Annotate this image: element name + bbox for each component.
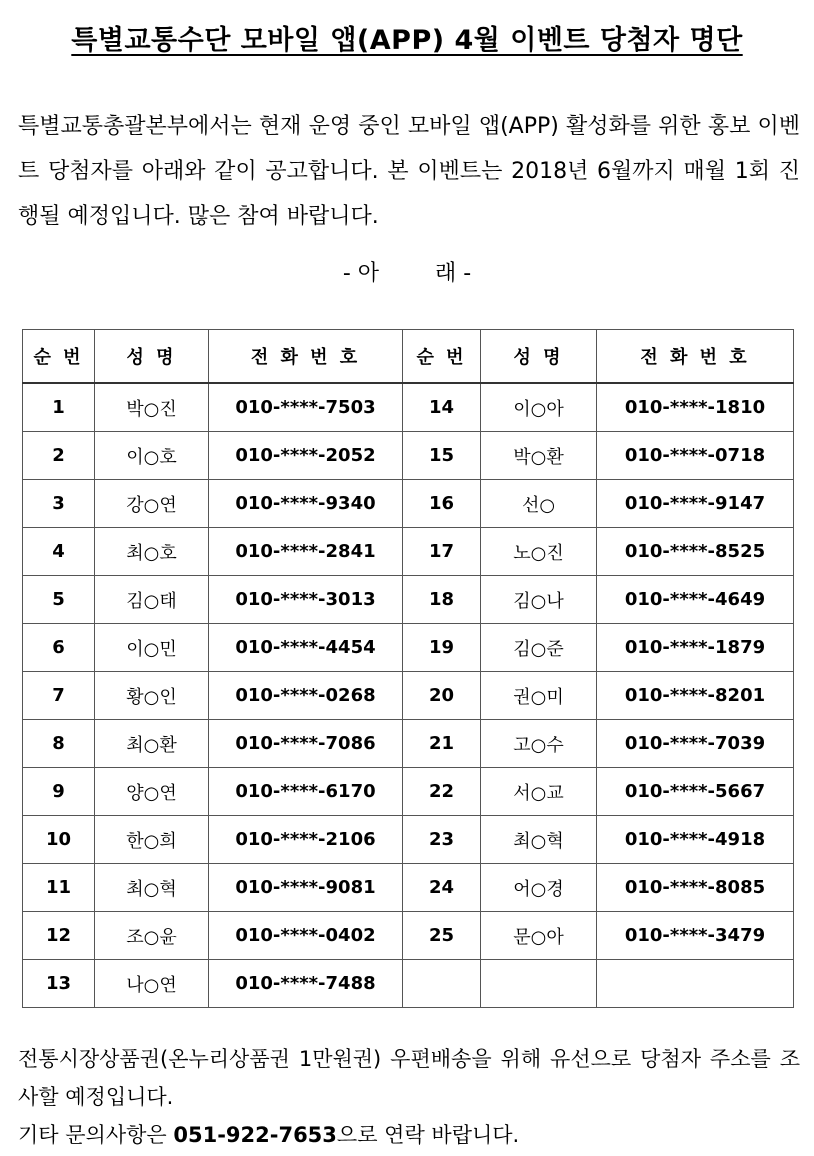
winners-table xyxy=(22,329,794,1008)
winner-name: 이○호 xyxy=(95,432,209,480)
winner-name: 최○환 xyxy=(95,720,209,768)
intro-paragraph: 특별교통총괄본부에서는 현재 운영 중인 모바일 앱(APP) 활성화를 위한 홍보 이벤트 당첨자를 아래와 같이 공고합니다. 본 이벤트는 2018년 6월까지 매월 1회 진행될 예정입니다. 많은 참여 바랍니다. xyxy=(18,114,800,229)
winner-phone: 010-****-4649 xyxy=(597,576,794,624)
row-number: 10 xyxy=(23,816,95,864)
winner-phone: 010-****-7086 xyxy=(209,720,403,768)
row-number: 17 xyxy=(403,528,481,576)
row-number: 3 xyxy=(23,480,95,528)
row-number: 6 xyxy=(23,624,95,672)
winner-phone: 010-****-0402 xyxy=(209,912,403,960)
row-number: 21 xyxy=(403,720,481,768)
winner-name: 고○수 xyxy=(481,720,597,768)
table-row xyxy=(23,432,794,480)
table-row xyxy=(23,720,794,768)
table-row xyxy=(23,816,794,864)
winner-name: 김○준 xyxy=(481,624,597,672)
winner-phone: 010-****-7503 xyxy=(209,383,403,432)
winner-name: 어○경 xyxy=(481,864,597,912)
winner-phone: 010-****-2052 xyxy=(209,432,403,480)
table-row xyxy=(23,768,794,816)
row-number: 14 xyxy=(403,383,481,432)
winner-name: 김○태 xyxy=(95,576,209,624)
row-number: 12 xyxy=(23,912,95,960)
winner-phone: 010-****-9147 xyxy=(597,480,794,528)
winner-phone: 010-****-1810 xyxy=(597,383,794,432)
row-number: 9 xyxy=(23,768,95,816)
row-number: 19 xyxy=(403,624,481,672)
winner-phone: 010-****-7039 xyxy=(597,720,794,768)
winner-name: 한○희 xyxy=(95,816,209,864)
row-number: 23 xyxy=(403,816,481,864)
winner-name: 강○연 xyxy=(95,480,209,528)
table-row xyxy=(23,912,794,960)
contact-prefix: 기타 문의사항은 xyxy=(18,1123,174,1147)
winner-name: 최○혁 xyxy=(95,864,209,912)
winner-name: 최○혁 xyxy=(481,816,597,864)
winner-name: 문○아 xyxy=(481,912,597,960)
winner-name: 황○인 xyxy=(95,672,209,720)
document-title-text: 특별교통수단 모바일 앱(APP) 4월 이벤트 당첨자 명단 xyxy=(71,25,743,56)
winner-phone: 010-****-1879 xyxy=(597,624,794,672)
footer-notes xyxy=(18,1040,800,1154)
table-row xyxy=(23,383,794,432)
winner-name: 서○교 xyxy=(481,768,597,816)
winner-phone: 010-****-3013 xyxy=(209,576,403,624)
table-header-row xyxy=(23,330,794,384)
row-number: 8 xyxy=(23,720,95,768)
row-number: 20 xyxy=(403,672,481,720)
document-title xyxy=(0,18,814,57)
winner-phone: 010-****-2841 xyxy=(209,528,403,576)
winner-phone: 010-****-0268 xyxy=(209,672,403,720)
winner-phone: 010-****-0718 xyxy=(597,432,794,480)
table-row xyxy=(23,576,794,624)
table-row xyxy=(23,624,794,672)
footer-delivery-note: 전통시장상품권(온누리상품권 1만원권) 우편배송을 위해 유선으로 당첨자 주소를 조사할 예정입니다. xyxy=(18,1047,800,1109)
winner-name: 박○환 xyxy=(481,432,597,480)
contact-phone-number: 051-922-7653 xyxy=(173,1123,337,1147)
row-number: 1 xyxy=(23,383,95,432)
footer-contact-note xyxy=(18,1116,800,1154)
winner-phone: 010-****-4918 xyxy=(597,816,794,864)
winner-name: 노○진 xyxy=(481,528,597,576)
winner-name: 나○연 xyxy=(95,960,209,1008)
table-row xyxy=(23,672,794,720)
winner-phone: 010-****-3479 xyxy=(597,912,794,960)
winner-phone: 010-****-7488 xyxy=(209,960,403,1008)
section-subhead: - 아 래 - xyxy=(342,261,472,286)
table-row xyxy=(23,864,794,912)
empty-cell xyxy=(403,960,481,1008)
header-number: 순 번 xyxy=(23,330,95,384)
winner-name: 권○미 xyxy=(481,672,597,720)
row-number: 15 xyxy=(403,432,481,480)
row-number: 22 xyxy=(403,768,481,816)
header-name: 성 명 xyxy=(95,330,209,384)
header-name: 성 명 xyxy=(481,330,597,384)
row-number: 7 xyxy=(23,672,95,720)
row-number: 11 xyxy=(23,864,95,912)
winner-phone: 010-****-5667 xyxy=(597,768,794,816)
header-number: 순 번 xyxy=(403,330,481,384)
winner-name: 조○윤 xyxy=(95,912,209,960)
winners-table-body xyxy=(23,383,794,1008)
table-row xyxy=(23,480,794,528)
table-row xyxy=(23,528,794,576)
row-number: 24 xyxy=(403,864,481,912)
table-row xyxy=(23,960,794,1008)
winner-phone: 010-****-4454 xyxy=(209,624,403,672)
row-number: 18 xyxy=(403,576,481,624)
empty-cell xyxy=(597,960,794,1008)
winner-phone: 010-****-8201 xyxy=(597,672,794,720)
winner-name: 박○진 xyxy=(95,383,209,432)
row-number: 4 xyxy=(23,528,95,576)
empty-cell xyxy=(481,960,597,1008)
winner-phone: 010-****-8085 xyxy=(597,864,794,912)
row-number: 25 xyxy=(403,912,481,960)
header-phone: 전 화 번 호 xyxy=(597,330,794,384)
row-number: 2 xyxy=(23,432,95,480)
row-number: 13 xyxy=(23,960,95,1008)
winner-phone: 010-****-2106 xyxy=(209,816,403,864)
winner-name: 선○ xyxy=(481,480,597,528)
winner-name: 이○아 xyxy=(481,383,597,432)
winner-name: 이○민 xyxy=(95,624,209,672)
row-number: 16 xyxy=(403,480,481,528)
winner-name: 김○나 xyxy=(481,576,597,624)
winner-phone: 010-****-6170 xyxy=(209,768,403,816)
winner-phone: 010-****-8525 xyxy=(597,528,794,576)
winner-name: 최○호 xyxy=(95,528,209,576)
winner-phone: 010-****-9081 xyxy=(209,864,403,912)
contact-suffix: 으로 연락 바랍니다. xyxy=(336,1123,520,1147)
row-number: 5 xyxy=(23,576,95,624)
header-phone: 전 화 번 호 xyxy=(209,330,403,384)
winner-phone: 010-****-9340 xyxy=(209,480,403,528)
winner-name: 양○연 xyxy=(95,768,209,816)
